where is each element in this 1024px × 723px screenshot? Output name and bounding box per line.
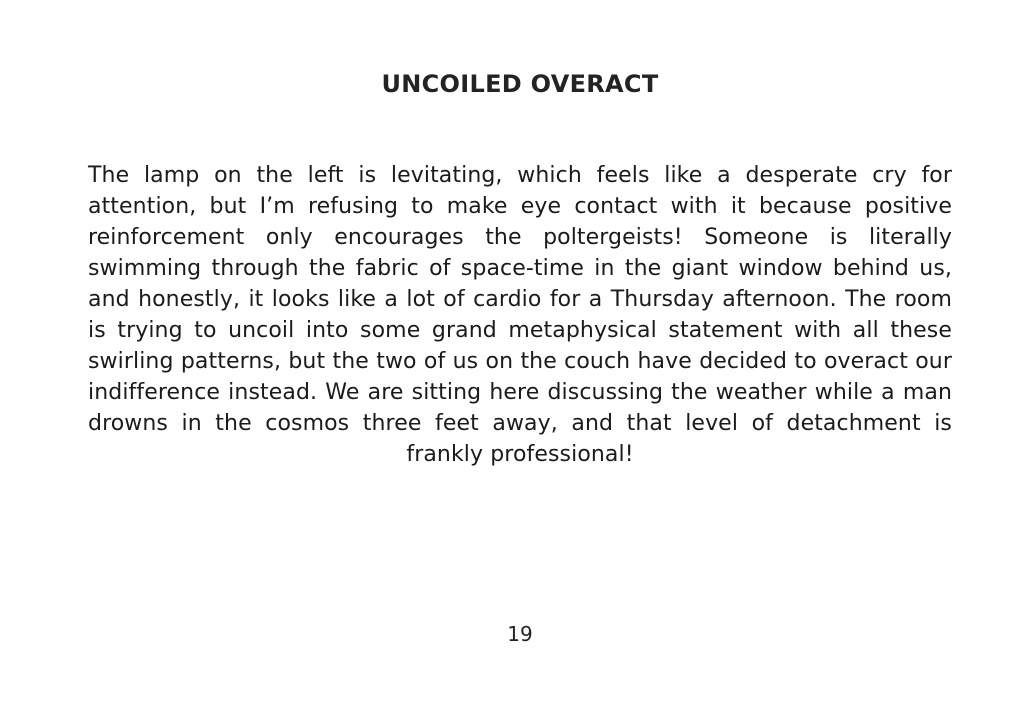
page-title: UNCOILED OVERACT bbox=[381, 70, 659, 98]
page-number: 19 bbox=[507, 622, 533, 646]
body-paragraph: The lamp on the left is levitating, which feels like a desperate cry for attention, but I’m refusing to make eye contact with it because positive reinforcement only encourages the poltergeists! Someone is literally swimming through the fabric of space-time in the giant window behind us, and honestly, it looks like a lot of cardio for a Thursday afternoon. The room is trying to uncoil into some grand metaphysical statement with all these swirling patterns, but the two of us on the couch have decided to overact our indifference instead. We are sitting here discussing the weather while a man drowns in the cosmos three feet away, and that level of detachment is frankly professional! bbox=[88, 163, 952, 467]
